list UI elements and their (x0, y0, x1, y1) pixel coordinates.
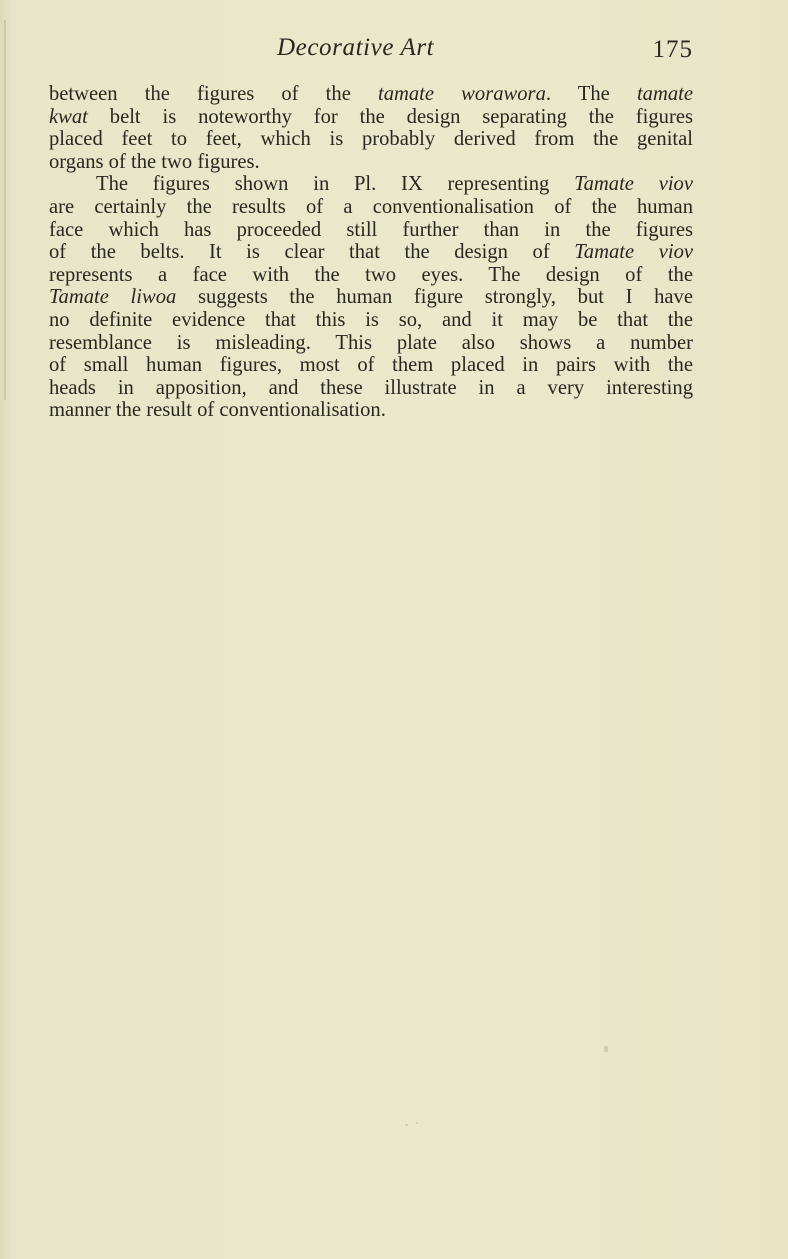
page-number: 175 (652, 36, 693, 63)
text-line (49, 286, 693, 309)
text-line (49, 196, 693, 219)
running-head (49, 32, 693, 64)
text-line (49, 377, 693, 400)
text-run: heads in apposition, and these illustrate in a very interesting (49, 376, 693, 399)
text-line (49, 241, 693, 264)
text-line (49, 83, 693, 106)
text-line (49, 173, 693, 196)
text-run: manner the result of conventionalisation. (49, 399, 386, 422)
italic-term: Tamate liwoa (49, 286, 177, 309)
italic-term: Tamate viov (574, 241, 694, 264)
text-run: . The (545, 83, 637, 105)
text-run: represents a face with the two eyes. The design of the (49, 263, 693, 286)
italic-term: Tamate viov (574, 173, 693, 196)
paragraph (49, 173, 693, 422)
text-run: of the belts. It is clear that the design of (49, 241, 575, 264)
italic-term: tamate (636, 83, 694, 105)
page-edge-shadow (4, 20, 6, 400)
text-run: of small human figures, most of them placed in pairs with the (49, 354, 693, 377)
text-run: The figures shown in Pl. IX representing (96, 173, 575, 196)
text-line (49, 399, 693, 422)
italic-term: kwat (49, 105, 88, 128)
text-run: resemblance is misleading. This plate also shows a number (49, 331, 693, 354)
text-run: between the figures of the (49, 83, 378, 105)
text-run: face which has proceeded still further than in the figures (49, 218, 693, 241)
text-line (49, 332, 693, 355)
text-line (49, 106, 693, 129)
text-line (49, 151, 693, 174)
text-line (49, 264, 693, 287)
running-head-title: Decorative Art (277, 34, 435, 61)
text-run: no definite evidence that this is so, and it may be that the (49, 308, 693, 331)
italic-term: tamate worawora (377, 83, 546, 105)
text-run: organs of the two figures. (49, 150, 260, 173)
text-run: placed feet to feet, which is probably derived from the genital (49, 128, 693, 151)
text-line (49, 128, 693, 151)
paragraph (49, 83, 693, 173)
text-run: are certainly the results of a conventionalisation of the human (49, 195, 693, 218)
text-run: belt is noteworthy for the design separating the figures (87, 105, 693, 128)
body-text (49, 83, 693, 422)
text-line (49, 354, 693, 377)
text-run: suggests the human figure strongly, but I have (176, 286, 693, 309)
text-line (49, 309, 693, 332)
text-line (49, 219, 693, 242)
